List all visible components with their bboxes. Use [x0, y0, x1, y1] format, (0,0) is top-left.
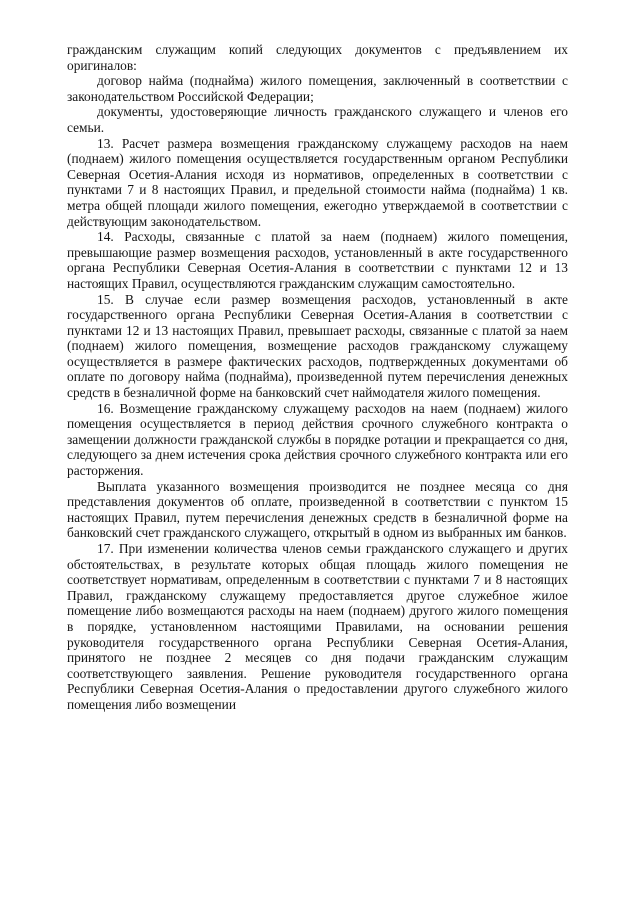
paragraph-continuation: гражданским служащим копий следующих документов с предъявлением их оригиналов: — [67, 42, 568, 73]
paragraph-lease-contract: договор найма (поднайма) жилого помещения, заключенный в соответствии с законодательством Российской Федерации; — [67, 73, 568, 104]
document-body — [67, 42, 568, 713]
paragraph-item-15: 15. В случае если размер возмещения расходов, установленный в акте государственного органа Республики Северная Осетия-Алания в соответствии с пунктами 12 и 13 настоящих Правил, превышает расходы, связанные с платой за наем (поднаем) жилого помещения, возмещение расходов гражданскому служащему осуществляется в размере фактических расходов, подтвержденных документами об оплате по договору найма (поднайма), произведенной путем перечисления денежных средств в безналичной форме на банковский счет наймодателя жилого помещения. — [67, 291, 568, 401]
paragraph-item-17: 17. При изменении количества членов семьи гражданского служащего и других обстоятельствах, в результате которых общая площадь жилого помещения не соответствует нормативам, определенным в соответствии с пунктами 7 и 8 настоящих Правил, гражданскому служащему предоставляется другое служебное жилое помещение либо возмещаются расходы на наем (поднаем) другого жилого помещения в порядке, установленном настоящими Правилами, на основании решения руководителя государственного органа Республики Северная Осетия-Алания, принятого не позднее 2 месяцев со дня подачи гражданским служащим соответствующего заявления. Решение руководителя государственного органа Республики Северная Осетия-Алания о предоставлении другого служебного жилого помещения либо возмещении — [67, 541, 568, 712]
paragraph-item-13: 13. Расчет размера возмещения гражданскому служащему расходов на наем (поднаем) жилого помещения осуществляется государственным органом Республики Северная Осетия-Алания исходя из нормативов, определенных в соответствии с пунктами 7 и 8 настоящих Правил, и предельной стоимости найма (поднайма) 1 кв. метра общей площади жилого помещения, ежегодно утверждаемой в соответствии с действующим законодательством. — [67, 135, 568, 229]
paragraph-item-14: 14. Расходы, связанные с платой за наем (поднаем) жилого помещения, превышающие размер возмещения расходов, установленный в акте государственного органа Республики Северная Осетия-Алания в соответствии с пунктами 12 и 13 настоящих Правил, осуществляются гражданским служащим самостоятельно. — [67, 229, 568, 291]
paragraph-payment: Выплата указанного возмещения производится не позднее месяца со дня представления документов об оплате, произведенной в соответствии с пунктом 15 настоящих Правил, путем перечисления денежных средств в безналичной форме на банковский счет гражданского служащего, открытый в одном из выбранных им банков. — [67, 478, 568, 541]
paragraph-identity-documents: документы, удостоверяющие личность гражданского служащего и членов его семьи. — [67, 104, 568, 135]
paragraph-item-16: 16. Возмещение гражданскому служащему расходов на наем (поднаем) жилого помещения осуществляется в период действия срочного служебного контракта о замещении должности гражданской службы в порядке ротации и прекращается со дня, следующего за днем истечения срока действия срочного служебного контракта или его расторжения. — [67, 400, 568, 479]
